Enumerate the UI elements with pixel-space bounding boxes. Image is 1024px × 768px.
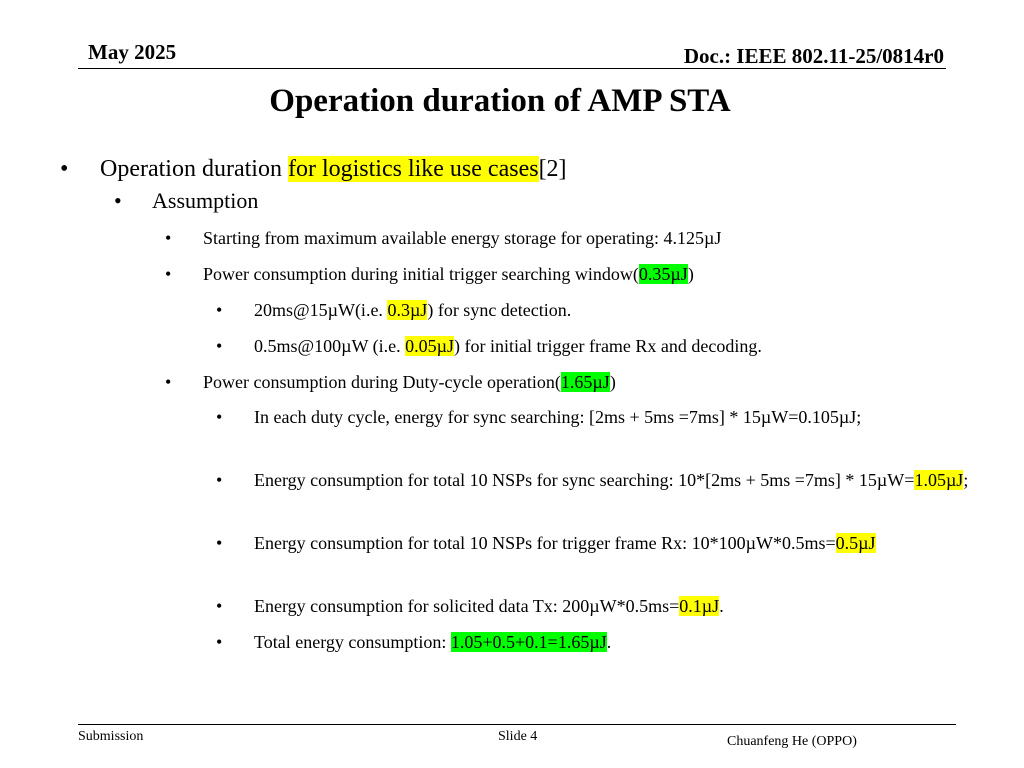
bullet-solicited-data bbox=[254, 596, 724, 617]
footer-submission: Submission bbox=[78, 729, 144, 744]
bullet-marker: • bbox=[216, 407, 223, 427]
bullet-sync-detection bbox=[254, 300, 571, 321]
highlight-yellow: 1.05µJ bbox=[914, 470, 964, 490]
bullet-text: . bbox=[606, 632, 612, 652]
bullet-text: ) for sync detection. bbox=[427, 300, 572, 320]
bullet-marker: • bbox=[216, 596, 223, 616]
highlight-yellow: 0.5µJ bbox=[835, 533, 876, 553]
highlight-green: 0.35µJ bbox=[638, 264, 688, 284]
bullet-text: ) bbox=[687, 264, 694, 284]
bullet-initial-trigger bbox=[203, 264, 694, 285]
highlight-yellow: for logistics like use cases bbox=[287, 156, 539, 182]
bullet-text: 20ms@15µW(i.e. bbox=[254, 300, 388, 320]
bullet-text: . bbox=[719, 596, 724, 616]
highlight-yellow: 0.3µJ bbox=[387, 300, 428, 320]
bullet-sync-searching-total bbox=[254, 467, 996, 494]
bullet-text: Power consumption during initial trigger searching window( bbox=[203, 264, 639, 284]
bullet-text: Operation duration bbox=[100, 156, 288, 182]
bullet-text: Energy consumption for total 10 NSPs for sync searching: 10*[2ms + 5ms =7ms] * 15µW= bbox=[254, 470, 915, 490]
footer-slide-number: Slide 4 bbox=[498, 729, 538, 744]
header-date: May 2025 bbox=[88, 40, 177, 64]
footer-rule bbox=[78, 724, 956, 725]
slide-title: Operation duration of AMP STA bbox=[269, 83, 731, 119]
bullet-marker: • bbox=[216, 300, 223, 320]
header-rule bbox=[78, 68, 946, 69]
bullet-duty-cycle bbox=[203, 372, 616, 393]
bullet-marker: • bbox=[60, 156, 69, 182]
bullet-marker: • bbox=[165, 228, 172, 248]
bullet-trigger-frame-total bbox=[254, 530, 996, 557]
bullet-marker: • bbox=[216, 470, 223, 490]
highlight-yellow: 0.05µJ bbox=[405, 336, 454, 356]
bullet-text: Energy consumption for total 10 NSPs for trigger frame Rx: 10*100µW*0.5ms= bbox=[254, 533, 836, 553]
bullet-starting-energy: Starting from maximum available energy storage for operating: 4.125µJ bbox=[203, 228, 722, 248]
bullet-operation-duration bbox=[100, 156, 567, 183]
bullet-text: [2] bbox=[538, 156, 567, 182]
footer-author: Chuanfeng He (OPPO) bbox=[727, 734, 857, 749]
bullet-each-duty-cycle: In each duty cycle, energy for sync searching: [2ms + 5ms =7ms] * 15µW=0.105µJ; bbox=[254, 407, 862, 427]
bullet-assumption: Assumption bbox=[152, 188, 259, 213]
bullet-text: Total energy consumption: bbox=[254, 632, 451, 652]
bullet-text: ; bbox=[963, 470, 969, 490]
bullet-marker: • bbox=[216, 632, 223, 652]
header-doc-id: Doc.: IEEE 802.11-25/0814r0 bbox=[683, 44, 944, 68]
bullet-marker: • bbox=[216, 533, 223, 553]
bullet-text: ) for initial trigger frame Rx and decoding. bbox=[454, 336, 762, 356]
highlight-green: 1.05+0.5+0.1=1.65µJ bbox=[450, 632, 607, 652]
bullet-total-energy bbox=[254, 632, 611, 653]
bullet-text: 0.5ms@100µW (i.e. bbox=[254, 336, 406, 356]
bullet-text: Energy consumption for solicited data Tx: 200µW*0.5ms= bbox=[254, 596, 680, 616]
bullet-trigger-frame-rx bbox=[254, 336, 762, 357]
highlight-yellow: 0.1µJ bbox=[679, 596, 720, 616]
bullet-marker: • bbox=[216, 336, 223, 356]
bullet-text: ) bbox=[609, 372, 616, 392]
bullet-marker: • bbox=[165, 372, 172, 392]
highlight-green: 1.65µJ bbox=[560, 372, 610, 392]
bullet-marker: • bbox=[165, 264, 172, 284]
bullet-text: Power consumption during Duty-cycle operation( bbox=[203, 372, 561, 392]
bullet-marker: • bbox=[114, 188, 122, 213]
